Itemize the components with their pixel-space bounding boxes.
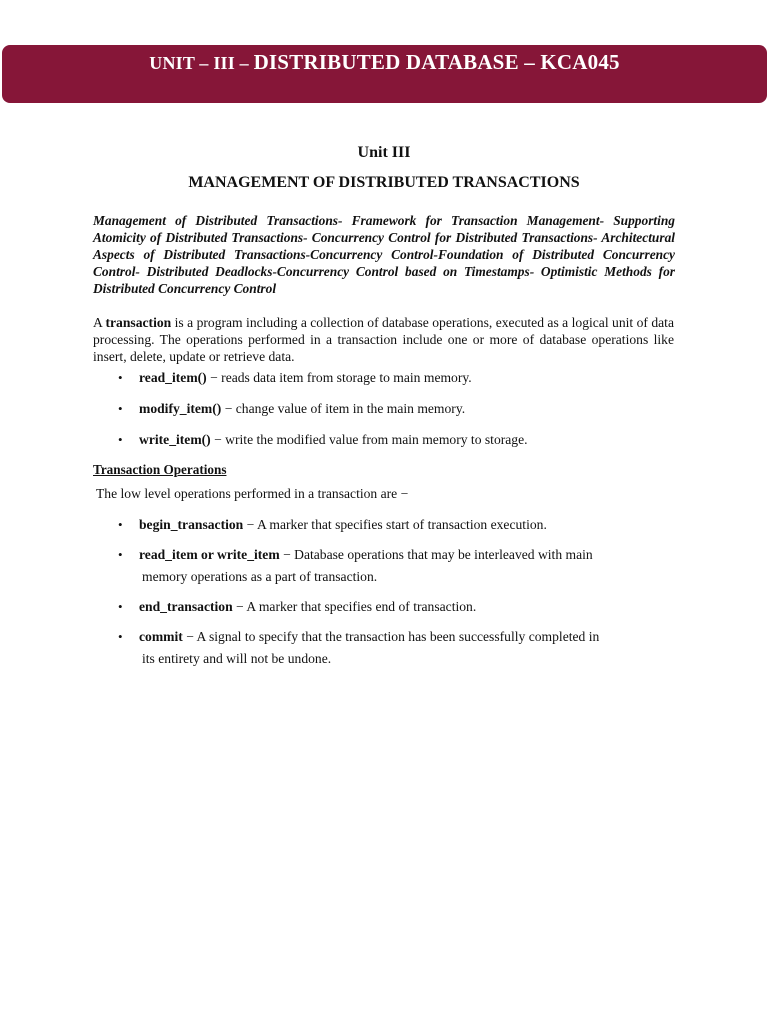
bullet-icon: • — [118, 599, 123, 614]
topics-paragraph: Management of Distributed Transactions- Framework for Transaction Management- Supporting Atomicity of Distributed Transactions- Concurrency Control for Distributed Transactions- Architectural Aspects of Distributed Transactions-Concurrency Control-Foundation of Distributed Concurrency Control- Distributed Deadlocks-Concurrency Control based on Timestamps- Optimistic Methods for Distributed Concurrency Control — [93, 213, 675, 296]
list-item-desc: − reads data item from storage to main memory. — [206, 370, 472, 385]
section-heading-transaction-operations: Transaction Operations — [93, 462, 227, 477]
intro-paragraph — [93, 314, 674, 365]
list-item-term: commit — [139, 629, 183, 644]
list-item — [93, 596, 675, 618]
list-item-desc: − change value of item in the main memory. — [221, 401, 466, 416]
intro-term: transaction — [105, 315, 172, 330]
bullet-icon: • — [118, 547, 123, 562]
intro-rest: is a program including a collection of database operations, executed as a logical unit of data processing. The operations performed in a transaction include one or more of database operations like insert, delete, update or retrieve data. — [93, 315, 674, 364]
bullet-icon: • — [118, 401, 123, 416]
list-item-desc: − A marker that specifies end of transaction. — [232, 599, 477, 614]
unit-heading: Unit III — [357, 144, 411, 161]
list-item-term: end_transaction — [139, 599, 233, 614]
list-item — [93, 398, 675, 420]
list-item-desc: − write the modified value from main memory to storage. — [210, 432, 528, 447]
list-item-term: modify_item() — [139, 401, 222, 416]
list-item-desc: − A signal to specify that the transaction has been successfully completed in — [182, 629, 600, 644]
banner-unit-label: UNIT – III – — [149, 53, 254, 73]
list-item-continuation: its entirety and will not be undone. — [142, 651, 332, 666]
bullet-icon: • — [118, 629, 123, 644]
bullet-icon: • — [118, 370, 123, 385]
list-item — [93, 514, 675, 536]
item-operations-list — [93, 367, 675, 460]
bullet-icon: • — [118, 517, 123, 532]
list-item-desc: − A marker that specifies start of transaction execution. — [243, 517, 547, 532]
list-item — [93, 626, 675, 670]
page-title: MANAGEMENT OF DISTRIBUTED TRANSACTIONS — [188, 174, 580, 191]
list-item-term: read_item() — [139, 370, 207, 385]
list-item-continuation: memory operations as a part of transaction. — [142, 569, 378, 584]
bullet-icon: • — [118, 432, 123, 447]
list-item-term: read_item or write_item — [139, 547, 280, 562]
list-item-term: begin_transaction — [139, 517, 244, 532]
intro-lead: A — [93, 315, 106, 330]
list-item — [93, 544, 675, 588]
list-item — [93, 429, 675, 451]
unit-header-banner — [2, 45, 767, 103]
list-item — [93, 367, 675, 389]
list-item-term: write_item() — [139, 432, 211, 447]
section-lead-text: The low level operations performed in a transaction are − — [96, 486, 409, 501]
list-item-desc: − Database operations that may be interleaved with main — [279, 547, 593, 562]
transaction-operations-list — [93, 514, 675, 678]
banner-course-title: DISTRIBUTED DATABASE – KCA045 — [253, 50, 620, 74]
